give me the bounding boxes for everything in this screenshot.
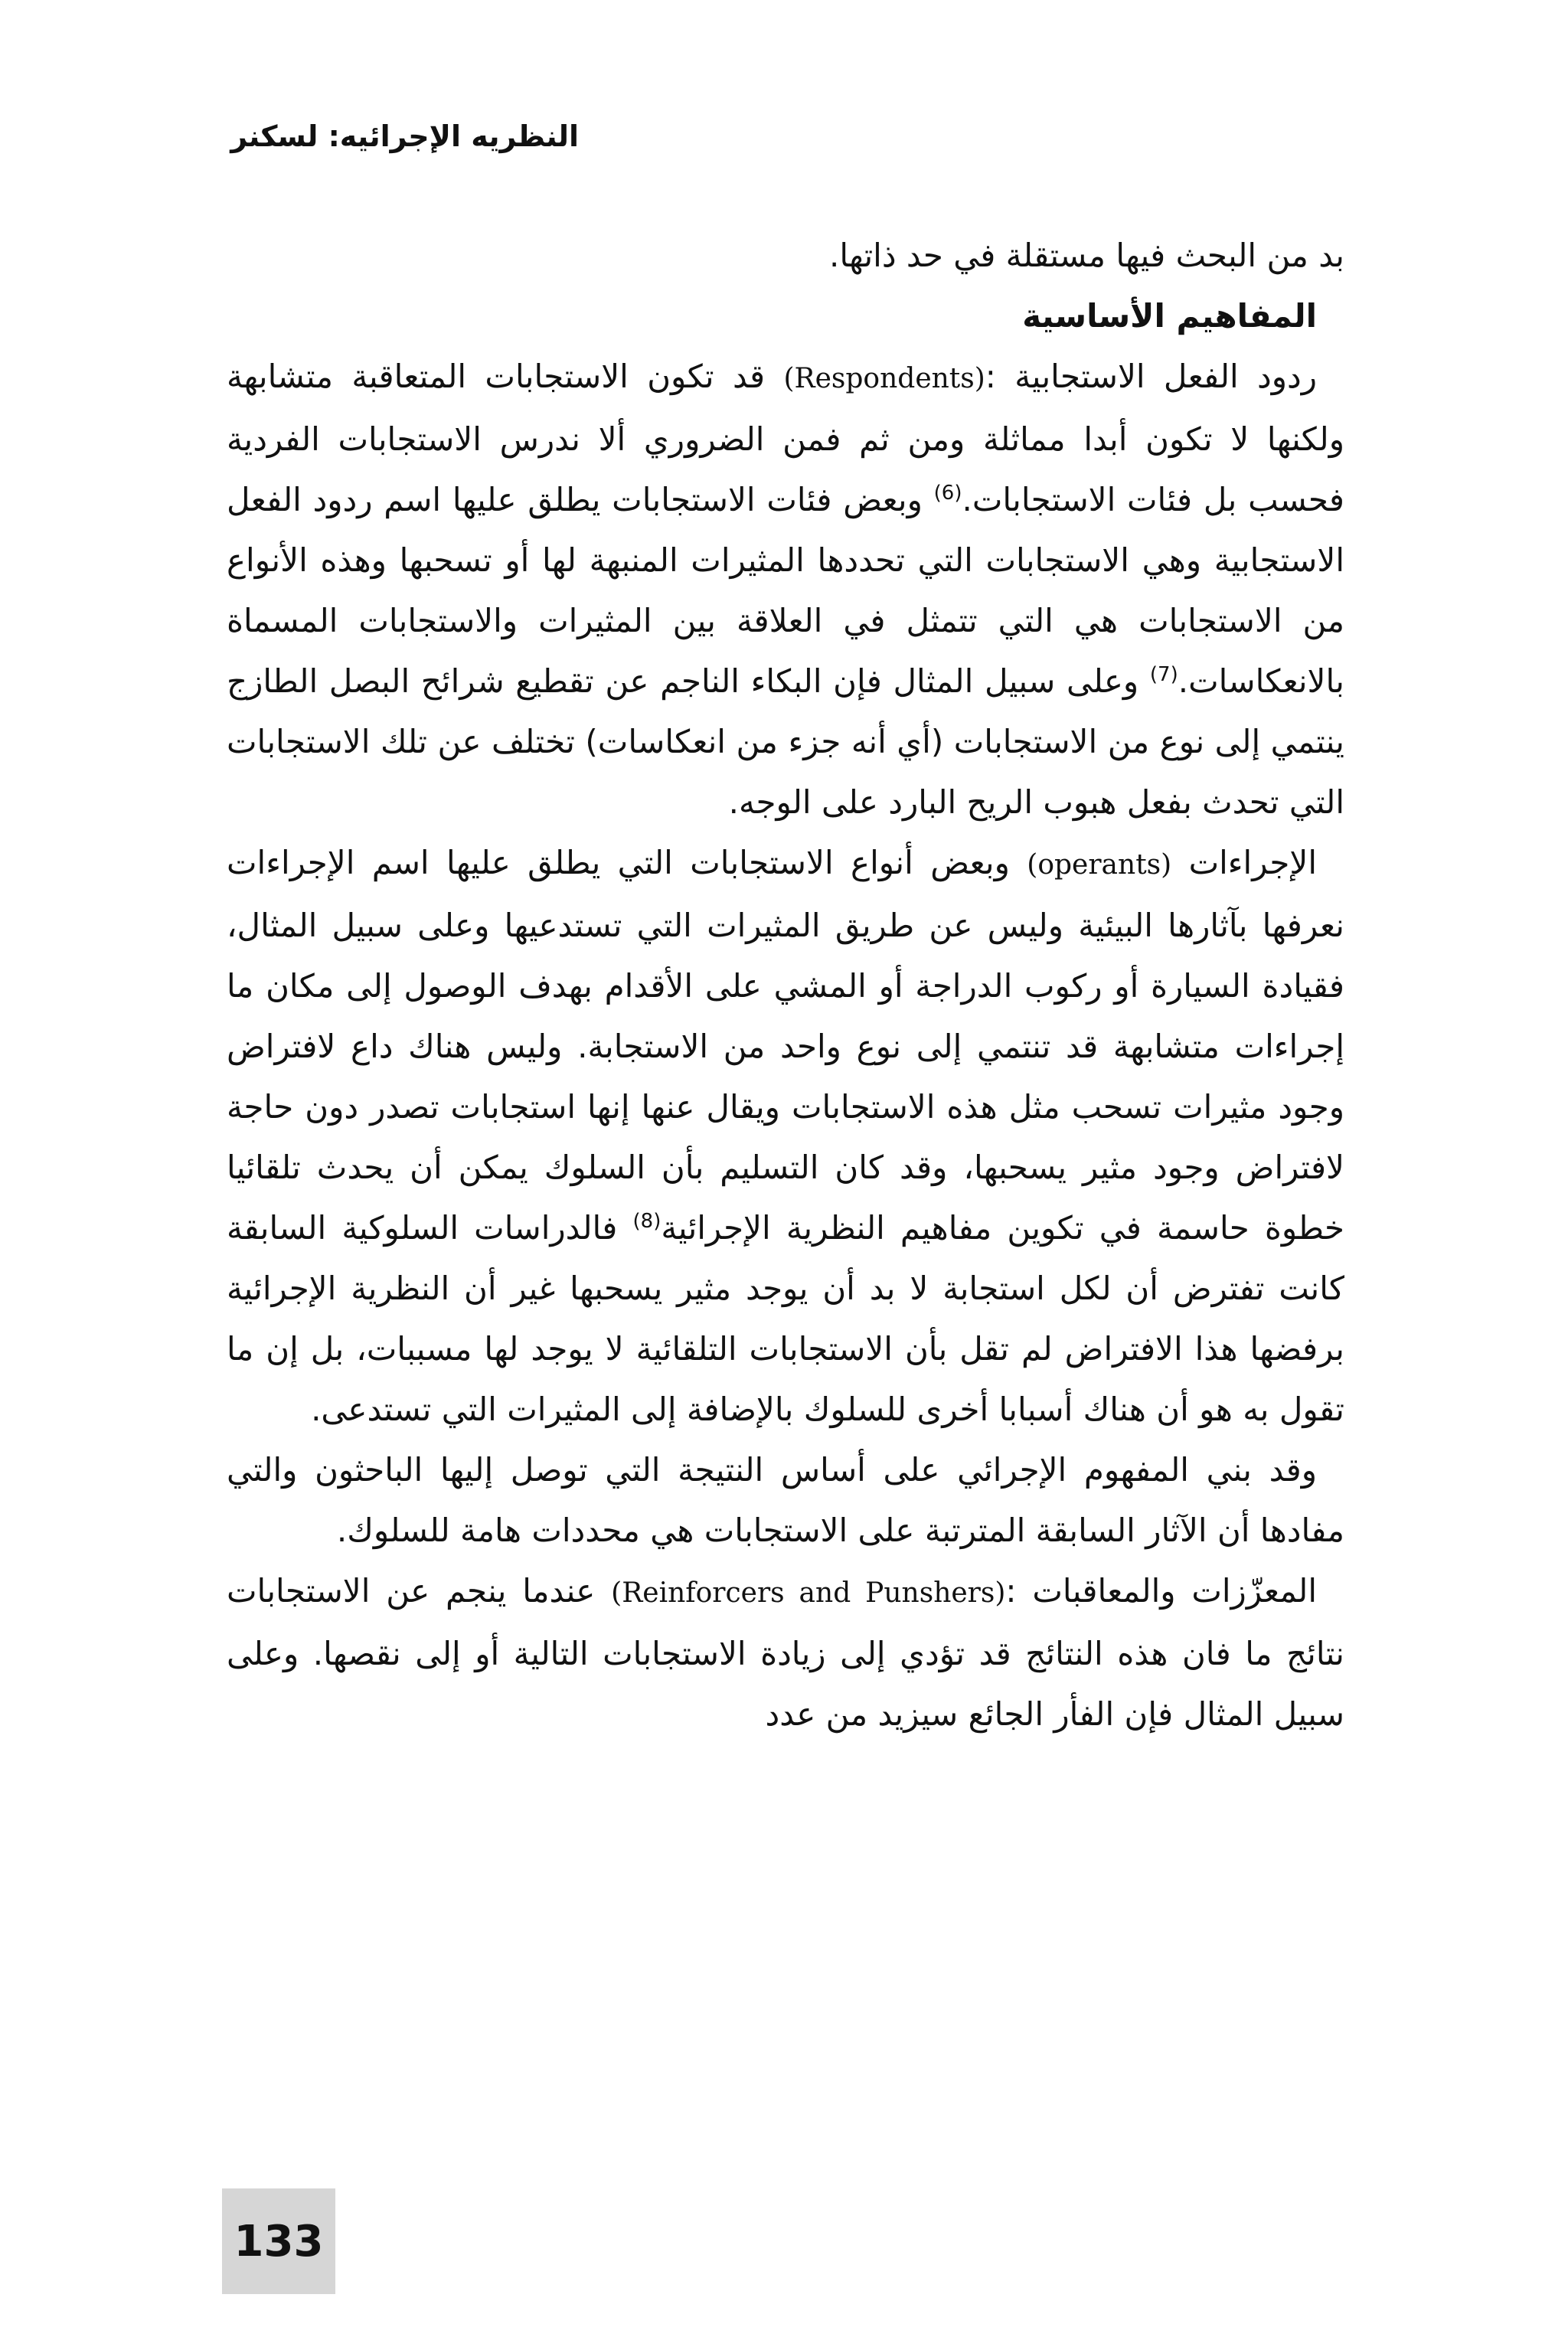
page-number: 133 — [234, 2216, 324, 2267]
section-heading: المفاهيم الأساسية — [1022, 297, 1317, 335]
operants-text-b: فالدراسات السلوكية السابقة كانت تفترض أن لكل استجابة لا بد أن يوجد مثير يسحبها غير أن النظرية الإجرائية برفضها هذا الافتراض لم تقل بأن الاستجابات التلقائية لا يوجد لها مسببات، بل إن ما تقول به هو أن هناك أسبابا أخرى للسلوك بالإضافة إلى المثيرات التي تستدعى. — [227, 1209, 1344, 1428]
body-text — [227, 225, 1344, 1744]
footnote-ref-7[interactable]: (7) — [1149, 663, 1178, 686]
page-number-box — [222, 2188, 335, 2294]
reinforcers-label: المعزّزات والمعاقبات : — [1005, 1572, 1318, 1610]
footnote-ref-6[interactable]: (6) — [933, 482, 962, 505]
operants-term: (operants) — [1027, 849, 1172, 881]
respondents-term: (Respondents) — [783, 363, 985, 394]
reinforcers-text-a: عندما ينجم عن الاستجابات نتائج ما فان هذه النتائج قد تؤدي إلى زيادة الاستجابات التالية أو إلى نقصها. وعلى سبيل المثال فإن الفأر الجائع سيزيد من عدد — [227, 1572, 1344, 1733]
operants-label: الإجراءات — [1171, 844, 1317, 881]
respondents-label: ردود الفعل الاستجابية : — [985, 358, 1317, 395]
paragraph-conclusion: وقد بني المفهوم الإجرائي على أساس النتيجة التي توصل إليها الباحثون والتي مفادها أن الآثار السابقة المترتبة على الاستجابات هي محددات هامة للسلوك. — [227, 1451, 1344, 1549]
respondents-text-a: قد تكون الاستجابات المتعاقبة متشابهة ولكنها لا تكون أبدا مماثلة ومن ثم فمن الضروري ألا ندرس الاستجابات الفردية فحسب بل فئات الاستجابات. — [227, 358, 1345, 518]
paragraph-reinforcers — [227, 1561, 1344, 1744]
respondents-text-b: وبعض فئات الاستجابات يطلق عليها اسم ردود الفعل الاستجابية وهي الاستجابات التي تحددها المثيرات المنبهة لها أو تسحبها وهذه الأنواع من الاستجابات هي التي تتمثل في العلاقة بين المثيرات والاستجابات المسماة بالانعكاسات. — [227, 481, 1344, 700]
reinforcers-term: (Reinforcers and Punshers) — [611, 1577, 1006, 1609]
respondents-text-c: وعلى سبيل المثال فإن البكاء الناجم عن تقطيع شرائح البصل الطازج ينتمي إلى نوع من الاستجابات (أي أنه جزء من انعكاسات) تختلف عن تلك الاستجابات التي تحدث بفعل هبوب الريح البارد على الوجه. — [227, 662, 1344, 821]
intro-line: بد من البحث فيها مستقلة في حد ذاتها. — [828, 237, 1344, 274]
paragraph-operants — [227, 832, 1344, 1440]
operants-text-a: وبعض أنواع الاستجابات التي يطلق عليها اسم الإجراءات نعرفها بآثارها البيئية وليس عن طريق المثيرات التي تستدعيها وعلى سبيل المثال، فقيادة السيارة أو ركوب الدراجة أو المشي على الأقدام بهدف الوصول إلى مكان ما إجراءات متشابهة قد تنتمي إلى نوع واحد من الاستجابة. وليس هناك داع لافتراض وجود مثيرات تسحب مثل هذه الاستجابات ويقال عنها إنها استجابات تصدر دون حاجة لافتراض وجود مثير يسحبها، وقد كان التسليم بأن السلوك يمكن أن يحدث تلقائيا خطوة حاسمة في تكوين مفاهيم النظرية الإجرائية — [227, 844, 1344, 1247]
running-header: النظريه الإجرائيه: لسكنر — [230, 119, 579, 153]
footnote-ref-8[interactable]: (8) — [632, 1210, 662, 1233]
paragraph-respondents — [227, 346, 1344, 832]
